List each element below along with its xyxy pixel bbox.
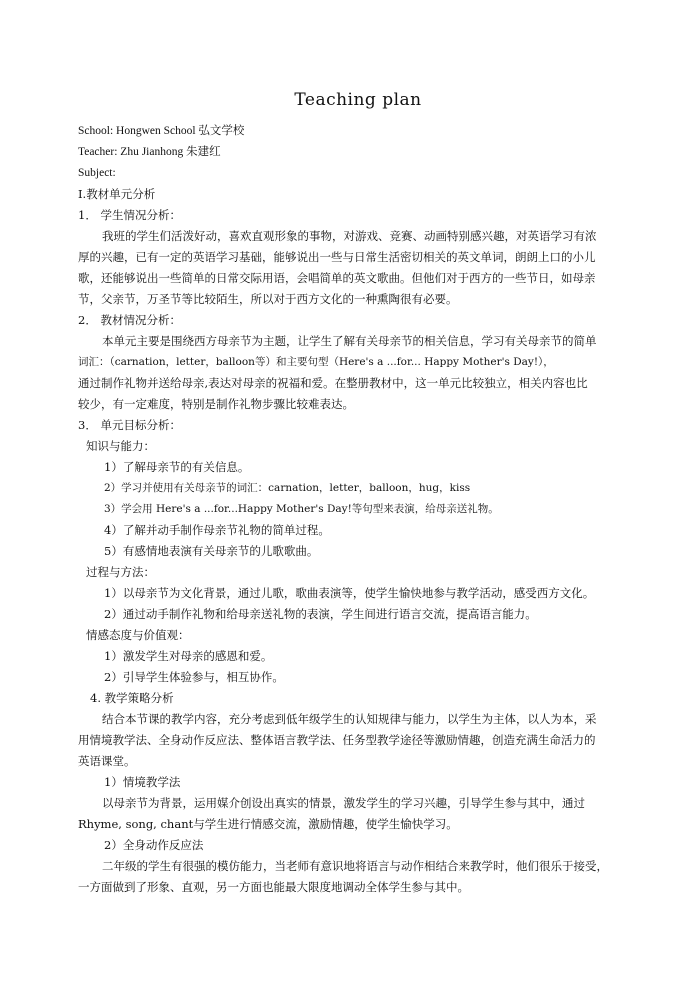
section-heading: Ⅰ.教材单元分析	[78, 187, 156, 201]
teacher-line: Teacher: Zhu Jianhong 朱建红	[78, 146, 221, 158]
subsection-heading: 3． 单元目标分析：	[78, 418, 181, 432]
paragraph-line: 以母亲节为背景，运用媒介创设出真实的情景，激发学生的学习兴趣，引导学生参与其中，通过	[102, 796, 585, 810]
subsection-heading: 2． 教材情况分析：	[78, 313, 181, 327]
paragraph-line: 通过制作礼物并送给母亲,表达对母亲的祝福和爱。在整册教材中，这一单元比较独立，相关内容也比	[78, 376, 588, 390]
paragraph-line: 节，父亲节，万圣节等比较陌生，所以对于西方文化的一种熏陶很有必要。	[78, 292, 458, 306]
list-heading: 过程与方法：	[86, 565, 155, 579]
paragraph-line: 一方面做到了形象、直观，另一方面也能最大限度地调动全体学生参与其中。	[78, 880, 469, 894]
list-item: 1）以母亲节为文化背景，通过儿歌，歌曲表演等，使学生愉快地参与教学活动，感受西方文化。	[104, 586, 595, 600]
paragraph-line: 较少，有一定难度，特别是制作礼物步骤比较难表达。	[78, 397, 354, 411]
list-item: 2）学习并使用有关母亲节的词汇：carnation，letter，balloon，hug，kiss	[104, 482, 471, 494]
list-item: 1）了解母亲节的有关信息。	[104, 460, 250, 474]
list-item: 3）学会用 Here's a ...for...Happy Mother's Day!等句型来表演，给母亲送礼物。	[104, 503, 499, 515]
list-item: 2）引导学生体验参与，相互协作。	[104, 670, 284, 684]
paragraph-line: 我班的学生们活泼好动，喜欢直观形象的事物，对游戏、竞赛、动画特别感兴趣，对英语学习有浓	[102, 229, 597, 243]
document-title: Teaching plan	[294, 90, 422, 110]
paragraph-line: 厚的兴趣，已有一定的英语学习基础，能够说出一些与日常生活密切相关的英文单词，朗朗上口的小儿	[78, 250, 596, 264]
list-item: 4）了解并动手制作母亲节礼物的简单过程。	[104, 523, 330, 537]
paragraph-line: 歌，还能够说出一些简单的日常交际用语，会唱简单的英文歌曲。但他们对于西方的一些节日，如母亲	[78, 271, 596, 285]
list-item: 1）情境教学法	[104, 775, 181, 789]
paragraph-line: 词汇：（carnation，letter，balloon等）和主要句型（Here's a ...for... Happy Mother's Day!），	[78, 356, 554, 368]
paragraph-line: 结合本节课的教学内容，充分考虑到低年级学生的认知规律与能力，以学生为主体，以人为本，采	[102, 712, 597, 726]
list-item: 2）通过动手制作礼物和给母亲送礼物的表演，学生间进行语言交流，提高语言能力。	[104, 607, 537, 621]
paragraph-line: 用情境教学法、全身动作反应法、整体语言教学法、任务型教学途径等激励情趣，创造充满生命活力的	[78, 733, 596, 747]
list-item: 2）全身动作反应法	[104, 838, 204, 852]
subsection-heading: 4. 教学策略分析	[90, 691, 174, 705]
paragraph-line: Rhyme, song, chant与学生进行情感交流，激励情趣，使学生愉快学习。	[78, 817, 458, 831]
school-line: School: Hongwen School 弘文学校	[78, 125, 245, 137]
subsection-heading: 1． 学生情况分析：	[78, 208, 181, 222]
list-item: 1）激发学生对母亲的感恩和爱。	[104, 649, 273, 663]
list-item: 5）有感情地表演有关母亲节的儿歌歌曲。	[104, 544, 319, 558]
paragraph-line: 二年级的学生有很强的模仿能力，当老师有意识地将语言与动作相结合来教学时，他们很乐于接受，	[102, 859, 608, 873]
list-heading: 情感态度与价值观：	[86, 628, 190, 642]
paragraph-line: 英语课堂。	[78, 754, 136, 768]
subject-line: Subject:	[78, 167, 116, 179]
list-heading: 知识与能力：	[86, 439, 155, 453]
paragraph-line: 本单元主要是围绕西方母亲节为主题，让学生了解有关母亲节的相关信息，学习有关母亲节的简单	[102, 334, 597, 348]
